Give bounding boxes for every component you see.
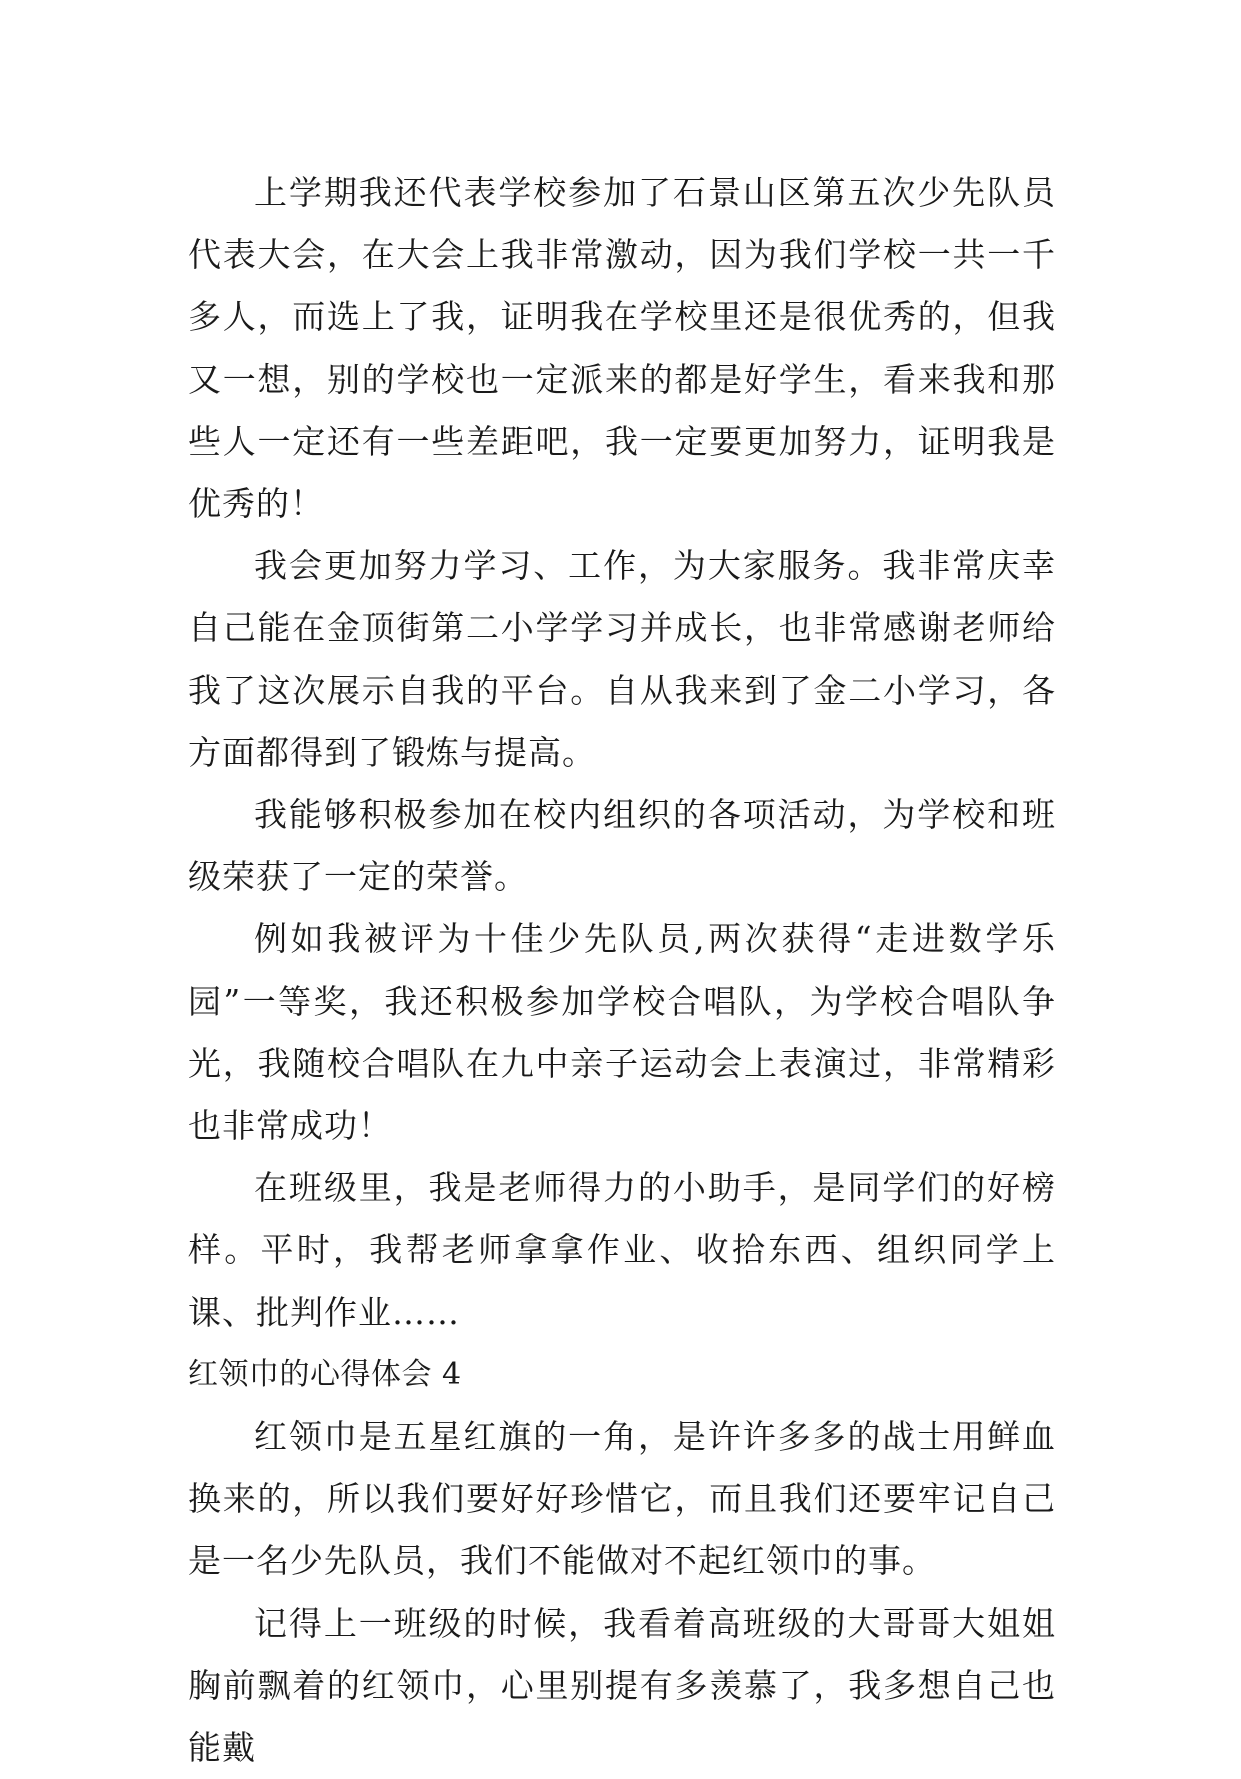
document-body [188,162,1056,1779]
paragraph-6: 红领巾是五星红旗的一角，是许许多多的战士用鲜血换来的，所以我们要好好珍惜它，而且我们还要牢记自己是一名少先队员，我们不能做对不起红领巾的事。 [188,1417,1056,1581]
paragraph-2: 我会更加努力学习、工作，为大家服务。我非常庆幸自己能在金顶街第二小学学习并成长，也非常感谢老师给我了这次展示自我的平台。自从我来到了金二小学习，各方面都得到了锻炼与提高。 [188,546,1056,772]
paragraph-3: 我能够积极参加在校内组织的各项活动，为学校和班级荣获了一定的荣誉。 [188,795,1056,897]
paragraph-1: 上学期我还代表学校参加了石景山区第五次少先队员代表大会，在大会上我非常激动，因为我们学校一共一千多人，而选上了我，证明我在学校里还是很优秀的，但我又一想，别的学校也一定派来的都是好学生，看来我和那些人一定还有一些差距吧，我一定要更加努力，证明我是优秀的！ [188,173,1056,524]
section-heading: 红领巾的心得体会 4 [188,1356,462,1392]
paragraph-5: 在班级里，我是老师得力的小助手，是同学们的好榜样。平时，我帮老师拿拿作业、收拾东西、组织同学上课、批判作业…… [188,1168,1056,1332]
paragraph-7: 记得上一班级的时候，我看着高班级的大哥哥大姐姐胸前飘着的红领巾，心里别提有多羡慕了，我多想自己也能戴 [188,1603,1056,1768]
paragraph-4: 例如我被评为十佳少先队员,两次获得“走进数学乐园”一等奖，我还积极参加学校合唱队，为学校合唱队争光，我随校合唱队在九中亲子运动会上表演过，非常精彩也非常成功！ [188,919,1056,1146]
